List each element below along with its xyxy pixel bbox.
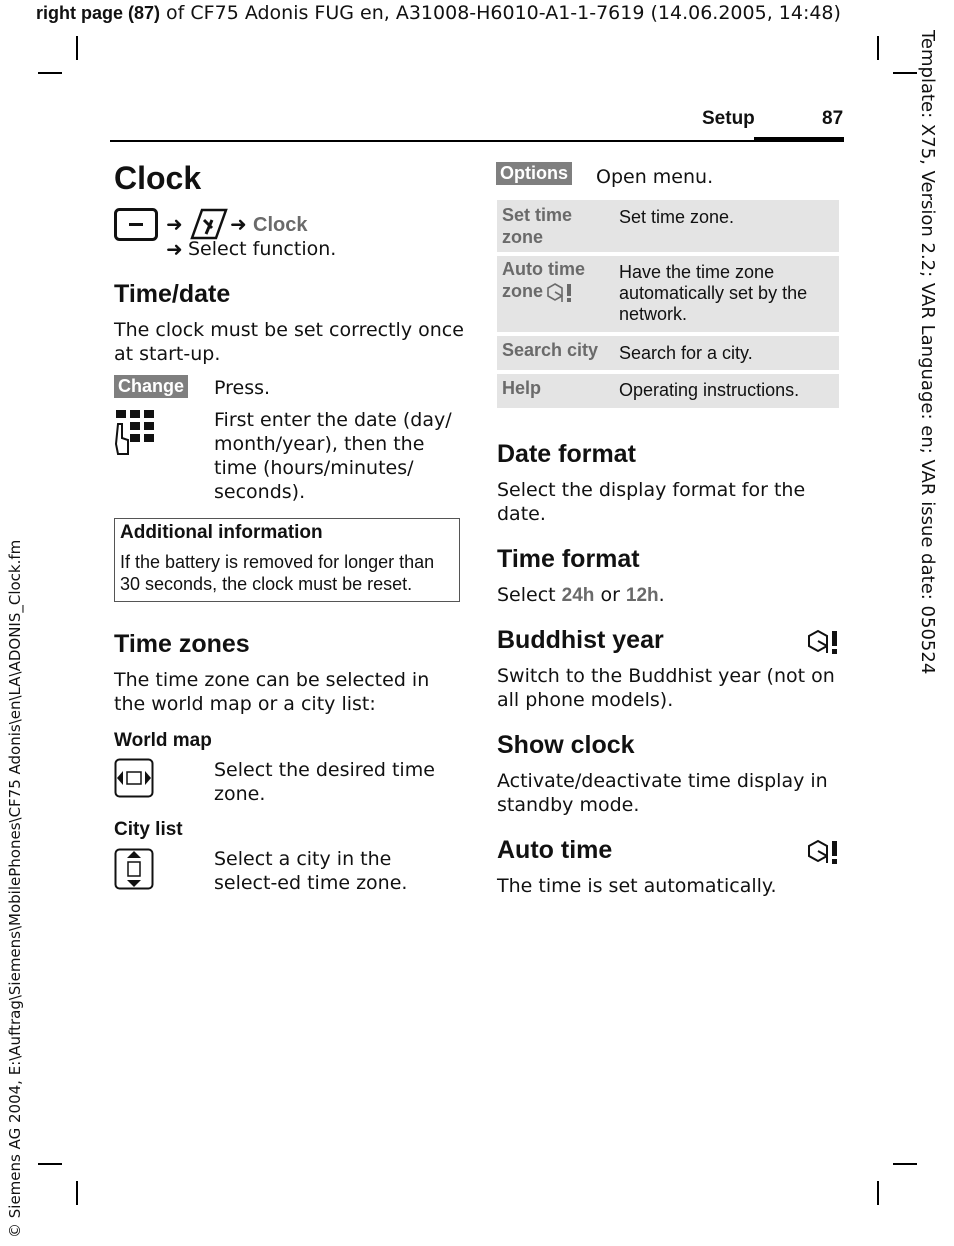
heading-time-date: Time/date: [114, 280, 231, 308]
nav-arrow: ➜: [166, 212, 183, 236]
option-value: Set time zone.: [619, 207, 735, 227]
change-desc: Press.: [214, 377, 271, 399]
template-info: Template: X75, Version 2.2; VAR Language: en; VAR issue date: 050524: [917, 30, 938, 675]
nav-target: Clock: [253, 214, 308, 236]
change-softkey: Change: [114, 375, 188, 398]
auto-time-text: The time is set automatically.: [497, 875, 777, 897]
crop-mark: [76, 36, 78, 60]
option-24h: 24h: [561, 585, 595, 606]
network-dependent-icon: [545, 282, 575, 304]
option-value: Have the time zone automatically set by the network.: [619, 262, 808, 324]
text-fragment: .: [658, 584, 665, 606]
city-list-label: City list: [114, 819, 183, 840]
heading-auto-time: Auto time: [497, 836, 613, 864]
crop-mark: [76, 1181, 78, 1205]
header-rule-accent: [754, 137, 844, 142]
nav-arrow: ➜: [166, 237, 183, 261]
nav-arrow: ➜: [230, 212, 247, 236]
options-row-set-time-zone: [497, 200, 839, 252]
crop-mark: [38, 72, 62, 74]
document-info-text: of CF75 Adonis FUG en, A31008-H6010-A1-1-7619 (14.06.2005, 14:48): [160, 2, 841, 24]
heading-show-clock: Show clock: [497, 731, 635, 759]
network-dependent-icon: [806, 628, 840, 656]
option-key: Search city: [502, 340, 599, 360]
options-row-help: [497, 374, 839, 408]
option-value: Search for a city.: [619, 343, 753, 363]
world-map-desc: Select the desired time zone.: [214, 759, 435, 805]
page-ref: right page (87): [36, 3, 161, 23]
options-desc: Open menu.: [596, 166, 714, 188]
world-map-label: World map: [114, 730, 212, 751]
heading-time-format: Time format: [497, 545, 640, 573]
heading-time-zones: Time zones: [114, 630, 250, 658]
crop-mark: [877, 36, 879, 60]
left-right-nav-icon: [114, 758, 154, 798]
show-clock-text: Activate/deactivate time display in standby mode.: [497, 770, 828, 816]
info-title: Additional information: [120, 522, 323, 543]
menu-key-icon: [114, 208, 158, 242]
heading-date-format: Date format: [497, 440, 636, 468]
buddhist-year-text: Switch to the Buddhist year (not on all phone models).: [497, 665, 835, 711]
option-key: Help: [502, 378, 542, 398]
crop-mark: [38, 1163, 62, 1165]
options-softkey: Options: [496, 162, 572, 185]
keypad-icon: [114, 408, 158, 456]
options-row-auto-time-zone: [497, 256, 839, 332]
nav-instruction: Select function.: [188, 238, 337, 260]
options-row-search-city: [497, 336, 839, 370]
time-zones-text: The time zone can be selected in the world map or a city list:: [114, 669, 430, 715]
header-rule: [110, 140, 844, 142]
page-title: Clock: [114, 160, 202, 196]
option-key: Auto time zone: [502, 259, 585, 301]
crop-mark: [893, 72, 917, 74]
crop-mark: [893, 1163, 917, 1165]
section-title: Setup: [702, 108, 755, 129]
network-dependent-icon: [806, 838, 840, 866]
text-fragment: or: [594, 584, 626, 606]
heading-buddhist-year: Buddhist year: [497, 626, 664, 654]
document-info-line: [36, 2, 841, 24]
option-12h: 12h: [625, 585, 659, 606]
date-format-text: Select the display format for the date.: [497, 479, 806, 525]
copyright-path: © Siemens AG 2004, E:\Auftrag\Siemens\MobilePhones\CF75 Adonis\en\LA\ADONIS_Clock.fm: [6, 539, 24, 1238]
time-date-text: The clock must be set correctly once at start-up.: [114, 319, 464, 365]
city-list-desc: Select a city in the select-ed time zone.: [214, 848, 408, 894]
time-format-text: [497, 583, 665, 608]
crop-mark: [877, 1181, 879, 1205]
option-key: Set time zone: [502, 205, 573, 247]
up-down-nav-icon: [114, 848, 154, 890]
info-text: If the battery is removed for longer than 30 seconds, the clock must be reset.: [120, 552, 435, 594]
option-value: Operating instructions.: [619, 380, 800, 400]
text-fragment: Select: [497, 584, 562, 606]
keypad-desc: First enter the date (day/ month/year), then the time (hours/minutes/ seconds).: [214, 409, 452, 503]
page-number: 87: [822, 108, 844, 129]
